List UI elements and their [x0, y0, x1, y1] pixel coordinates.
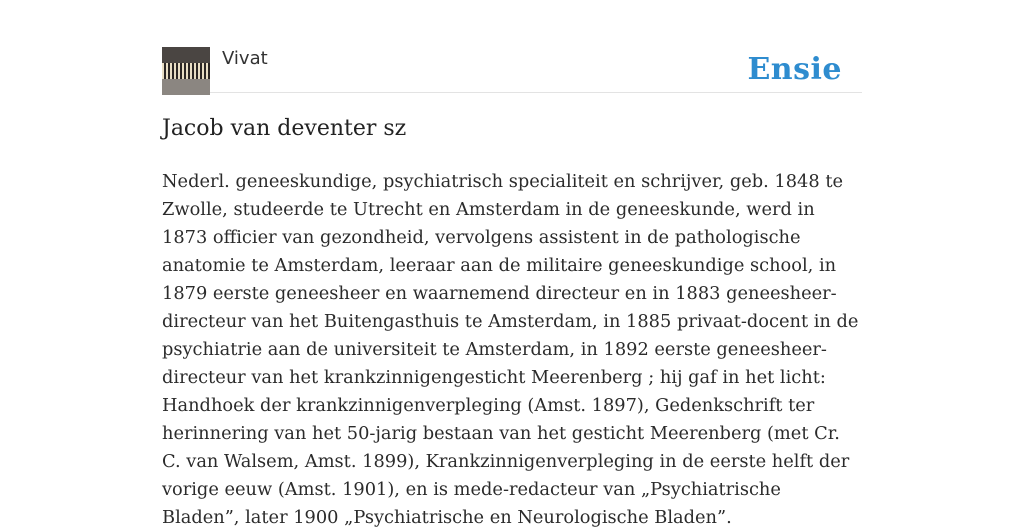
article-title: Jacob van deventer sz — [162, 116, 407, 141]
avatar-band-bottom — [162, 79, 210, 95]
header — [162, 46, 862, 93]
article-body: Nederl. geneeskundige, psychiatrisch specialiteit en schrijver, geb. 1848 te Zwolle, studeerde te Utrecht en Amsterdam in de geneeskunde, werd in 1873 officier van gezondheid, vervolgens assistent in de pathologische anatomie te Amsterdam, leeraar aan de militaire geneeskundige school, in 1879 eerste geneesheer en waarnemend directeur en in 1883 geneesheer-directeur van het Buitengasthuis te Amsterdam, in 1885 privaat-docent in de psychiatrie aan de universiteit te Amsterdam, in 1892 eerste geneesheer-directeur van het krankzinnigengesticht Meerenberg ; hij gaf in het licht: Handhoek der krankzinnigenverpleging (Amst. 1897), Gedenkschrift ter herinnering van het 50-jarig bestaan van het gesticht Meerenberg (met Cr. C. van Walsem, Amst. 1899), Krankzinnigenverpleging in de eerste helft der vorige eeuw (Amst. 1901), en is mede-redacteur van „Psychiatrische Bladen”, later 1900 „Psychiatrische en Neurologische Bladen”. — [162, 171, 859, 528]
page — [162, 0, 862, 528]
avatar-band-top — [162, 47, 210, 63]
avatar-band-mid — [162, 63, 210, 79]
user-avatar-icon[interactable] — [162, 47, 210, 95]
username-link[interactable]: Vivat — [222, 48, 268, 69]
ensie-logo[interactable]: Ensie — [747, 52, 842, 87]
